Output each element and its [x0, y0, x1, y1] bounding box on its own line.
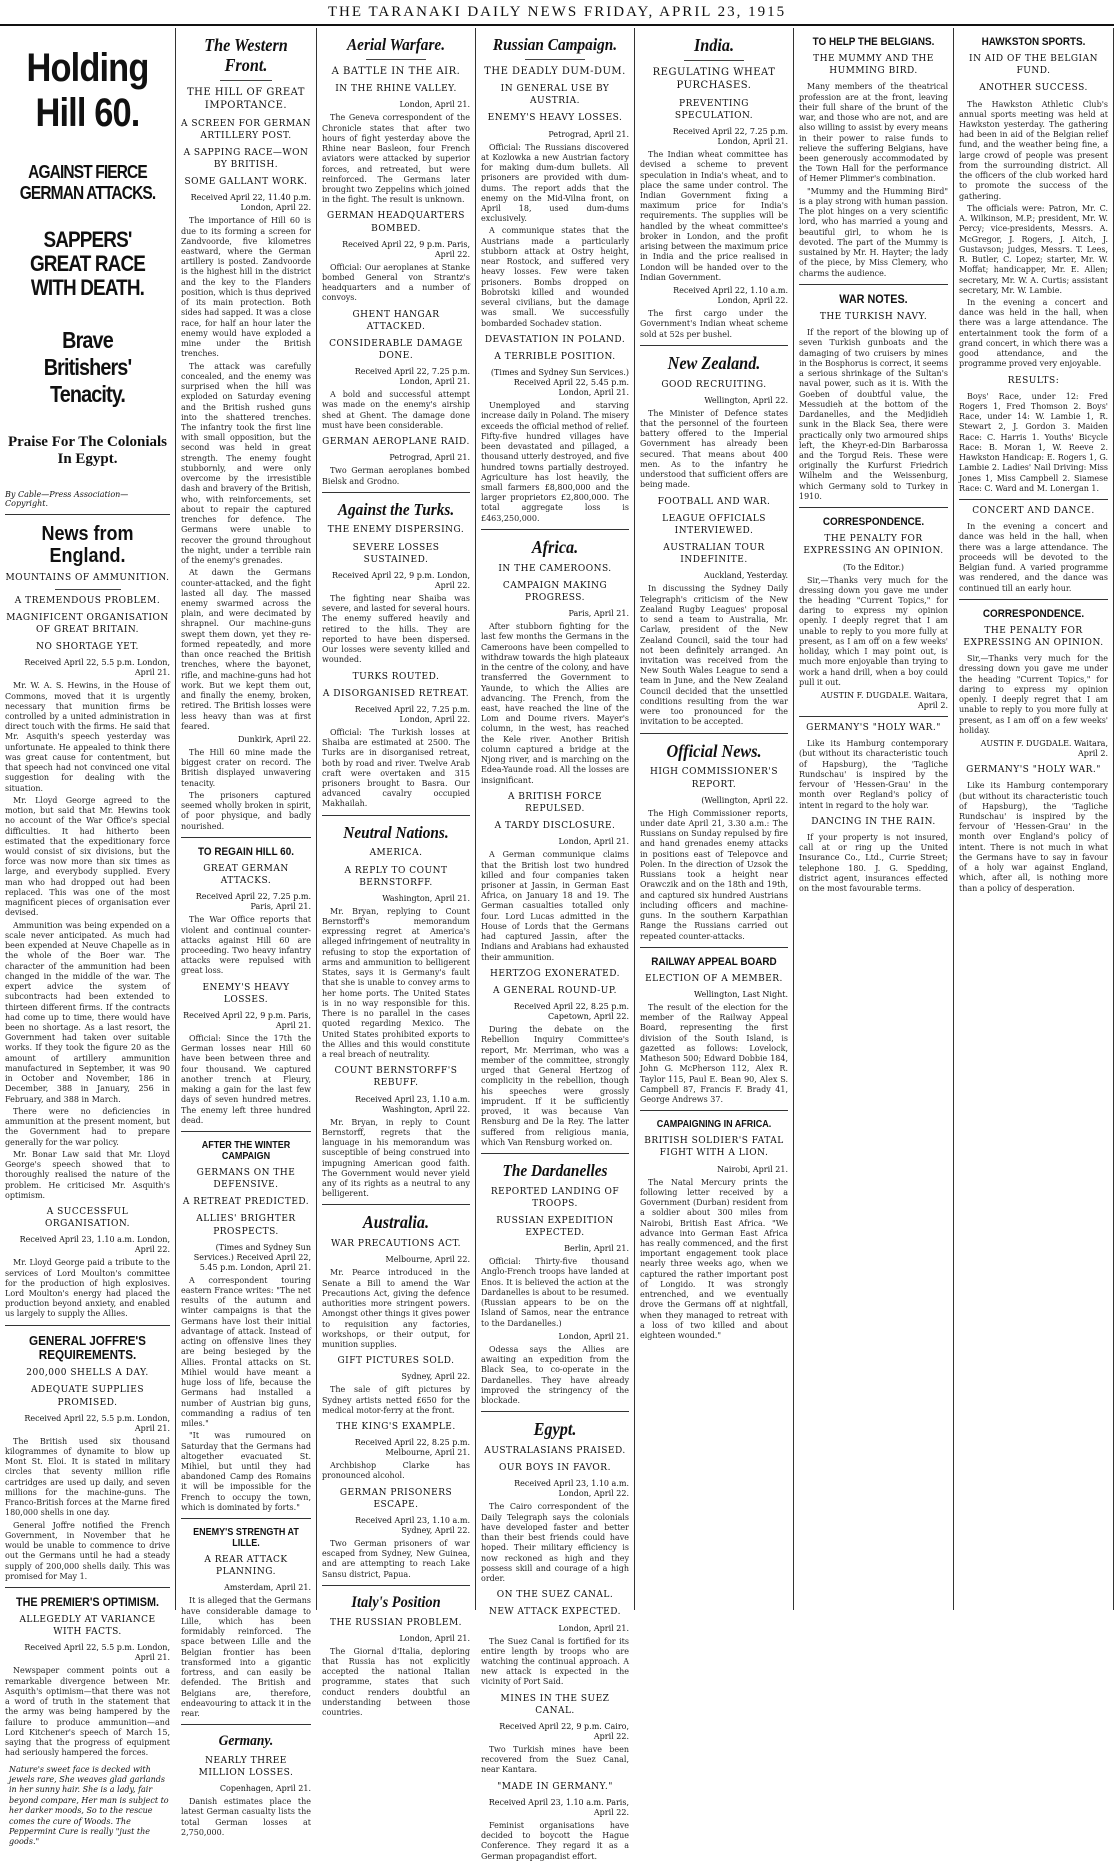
article-paragraph: The Cairo correspondent of the Daily Telegraph says the colonials have developed faster and better than their best friends could have hoped. Their military efficiency is now reckoned as high and they possess skill and courage of a high order.	[481, 1502, 629, 1583]
section-africa: Africa.	[531, 536, 579, 557]
article-paragraph: If the report of the blowing up of seven Turkish gunboats and the damaging of two cruisers by mines in the Bosphorus is correct, it seems a serious shrinkage of the Sultan's naval power, such as it is. With the Goeben of doubtful value, the Messudieh at the bottom of the Dardanelles, and the Medjidieh sunk in the Black Sea, there were practically only two armoured ships left, the Kheyr-ed-Din Barbarossa and the Torgud Reis. These were originally the Kurfurst Friedrich Wilhelm and the Weissenburg, which Germany sold to Turkey in 1910.	[799, 328, 948, 501]
article-paragraph: In the evening a concert and dance was held in the hall, when there was a large attendance. The proceeds will be devoted to the Belgian fund. A varied programme was rendered, and the dance was continued till an early hour.	[959, 522, 1108, 593]
subhead: GERMANY'S "HOLY WAR."	[966, 765, 1101, 776]
divider	[322, 815, 470, 816]
subhead: THE PENALTY FOR EXPRESSING AN OPINION.	[963, 625, 1104, 649]
dateline: Sydney, April 22.	[401, 1372, 470, 1382]
subhead: THE ENEMY DISPERSING.	[327, 525, 465, 536]
article-paragraph: Mr. Lloyd George paid a tribute to the services of Lord Moulton's committee for the production of high explosives. Lord Moulton's energy had placed the production beyond anxiety, and enabled us largely to supply the Allies.	[5, 1258, 170, 1319]
article-paragraph: At dawn the Germans counter-attacked, and the fight lasted all day. The massed enemy swarmed across the plain, and were decimated by shrapnel. Our machine-guns swept them down, yet they re-formed repeatedly, and more than once reached the British trenches, where the bayonet, rifle, and machine-guns had hot work. But we kept them out, and finally the enemy, broken, retired. The British losses were less heavy than was at first feared.	[181, 568, 311, 731]
subhead: GERMAN PRISONERS ESCAPE.	[339, 1487, 453, 1510]
divider	[322, 1204, 470, 1205]
article-paragraph: The Geneva correspondent of the Chronicle states that after two hours of fight yesterday above the Rhine near Basleon, four French aviators were attacked by superior forces, and retreated, but were reinforced. The Germans later brought two Zeppelins which joined in the fight. The result is unknown.	[322, 113, 470, 205]
article-paragraph: Official: Our aeroplanes at Stanke bombed General von Strantz's headquarters and a number of convoys.	[322, 262, 470, 303]
subhead: GOOD RECRUITING.	[661, 379, 767, 390]
signature: AUSTIN F. DUGDALE. Waitara, April 2.	[980, 739, 1108, 759]
dateline: Received April 22, 11.40 p.m. London, April 22.	[190, 193, 311, 213]
article-paragraph: Mr. Pearce introduced in the Senate a Bill to amend the War Precautions Act, giving the defence authorities more stringent powers. Amongst other things it gives power to requisition any factories, workshops, or their output, for munition supplies.	[322, 1268, 470, 1350]
subhead: IN THE RHINE VALLEY.	[335, 84, 457, 95]
subhead: THE MUMMY AND THE HUMMING BIRD.	[813, 54, 934, 77]
article-paragraph: Danish estimates place the latest German casualty lists the total German losses at 2,750,000.	[181, 1797, 311, 1837]
subhead: ENEMY'S HEAVY LOSSES.	[202, 982, 290, 1005]
divider	[799, 507, 948, 508]
subhead: A RETREAT PREDICTED.	[182, 1197, 310, 1208]
section-campaigning-africa: CAMPAIGNING IN AFRICA.	[656, 1119, 772, 1131]
section-news-from-england: News from England.	[41, 522, 134, 567]
subhead: ALLIES' BRIGHTER PROSPECTS.	[196, 1214, 296, 1237]
dateline: London, April 21.	[399, 1633, 470, 1643]
article-paragraph: A communique states that the Austrians made a particularly stubborn attack at Ostry height, near Rostock, and suffered very heavy losses. Few were taken prisoners. Bombs dropped on Bobrotski killed and wounded several civilians, but the damage was small. We successfully bombarded Sochadev station.	[481, 226, 629, 328]
advert-poem: Nature's sweet face is decked with jewels rare, She weaves glad garlands in her sunny hair. She is a lady, fair beyond compare, Her man is subject to her darker moods, So to the rescue comes the cure of Woods. The Peppermint Cure is really "just the goods."	[9, 1764, 169, 1847]
subhead: DANCING IN THE RAIN.	[811, 816, 936, 827]
dateline: Melbourne, April 22.	[385, 1255, 470, 1265]
article-paragraph: Unemployed and starving increase daily in Poland. The misery exceeds the official method of relief. Fifty-five hundred villages have been devastated and pillaged, a thousand utterly destroyed, and five hundred towns partially destroyed. Agriculture has lost heavily, the small farmers £8,800,000 and the larger proprietors £2,800,000. The total aggregate loss is £463,250,000.	[481, 401, 629, 523]
dateline: London, April 21.	[558, 1623, 629, 1633]
to-the-editor: (To the Editor.)	[843, 562, 904, 572]
subhead: A BATTLE IN THE AIR.	[331, 65, 461, 77]
article-paragraph: Like its Hamburg contemporary (but without its characteristic touch of Hapsburg), the 'Tagliche Rundschau' is inspired by the fervour of 'Hessen-Grau' in the month over Regland's policy of intent in regard to the holy war.	[799, 739, 948, 810]
section-help-belgians: TO HELP THE BELGIANS.	[812, 36, 935, 48]
dateline: Received April 22, 9 p.m. Cairo, April 22.	[499, 1721, 629, 1741]
article-paragraph: Sir,—Thanks very much for the dressing down you gave me under the heading "Current Topics," for daring to express my opinion openly. I deeply regret that I am unable to reply to you more fully at present, as I am off on a few weeks' holiday, which I may point out, is much more enjoyable than trying to work a hand drill, when a boy could pull it out.	[799, 575, 948, 687]
subhead: THE RUSSIAN PROBLEM.	[329, 1617, 463, 1628]
divider	[55, 589, 121, 590]
subhead: GIFT PICTURES SOLD.	[337, 1356, 455, 1367]
section-western-front: The Western Front.	[204, 35, 288, 75]
subhead: OUR BOYS IN FAVOR.	[499, 1463, 611, 1474]
subhead: SOME GALLANT WORK.	[184, 177, 308, 188]
dateline: Nairobi, April 21.	[717, 1164, 788, 1174]
section-russian-campaign: Russian Campaign.	[492, 35, 618, 54]
column-7	[954, 28, 1114, 1610]
article-paragraph: The Giornal d'Italia, deploring that Russia has not explicitly accepted the national Italian programme, states that such conduct renders doubtful an understanding between those countries.	[322, 1646, 470, 1718]
article-paragraph: The High Commissioner reports, under date April 21, 3.30 a.m.: The Russians on Sunday repulsed by fire and hand grenades enemy attacks in positions east of Telepovce and Polen. In the direction of Uzsok the Russians took a height near Orawczik and on the 18th and 19th, and captured six hundred Austrians including officers and machine-guns. In the southern Karpathian Range the Russians carried out repeated counter-attacks.	[640, 808, 788, 941]
subhead: A TREMENDOUS PROBLEM.	[14, 595, 161, 606]
article-paragraph: A German communique claims that the British lost two hundred killed and four companies taken prisoner at Jassin, in German East Africa, on January 18 and 19. The German casualties totalled only four. Lord Lucas admitted in the House of Lords that the Germans had captured Jassin, after the Indians and Arabians had exhausted their ammunition.	[481, 850, 629, 962]
headline-sappers-race: SAPPERS' GREAT RACE WITH DEATH.	[29, 227, 146, 301]
article-paragraph: Mr. Bonar Law said that Mr. Lloyd George's speech showed that to thoroughly realised the nature of the problem. He criticised Mr. Asquith's optimism.	[5, 1149, 170, 1200]
article-paragraph: Official: The Russians discovered at Kozlowka a new Austrian factory for making dum-dum bullets. All prisoners are provided with dum-dums. The report adds that the enemy on the Mid-Vilna front, on April 18, used dum-dums exclusively.	[481, 142, 629, 224]
subhead: RESULTS:	[1007, 375, 1060, 386]
dateline: Received April 22, 1.10 a.m. London, April 22.	[673, 286, 788, 306]
article-paragraph: Feminist organisations have decided to boycott the Hague Conference. They regard it as a German propagandist effort.	[481, 1820, 629, 1861]
subhead: TURKS ROUTED.	[352, 671, 440, 682]
subhead: ALLEGEDLY AT VARIANCE WITH FACTS.	[19, 1615, 156, 1638]
article-paragraph: The War Office reports that violent and continual counter-attacks against Hill 60 are proceeding. Two heavy infantry attacks were repulsed with great loss.	[181, 915, 311, 976]
divider	[5, 514, 170, 515]
article-paragraph: The importance of Hill 60 is due to its forming a screen for Zandvoorde, five kilometres eastward, where the German artillery is posted. Zandvoorde is the highest hill in the district and the key to the Flanders position, which is thus deprived of its main protection. Both sides had sapped. It was a close race, for half an hour later the enemy would have exploded a mine under the British trenches.	[181, 216, 312, 359]
subhead: GERMAN HEADQUARTERS BOMBED.	[327, 211, 465, 234]
subhead: A BRITISH FORCE REPULSED.	[507, 791, 603, 815]
dateline: Paris, April 21.	[568, 609, 629, 619]
article-paragraph: Official: Since the 17th the German losses near Hill 60 have been between three and four thousand. We captured another trench at Fleury, making a gain for the last few days of seven hundred metres. The enemy left three hundred dead.	[181, 1033, 311, 1125]
subhead: RUSSIAN EXPEDITION EXPECTED.	[496, 1215, 614, 1239]
subhead: AUSTRALASIANS PRAISED.	[484, 1446, 626, 1457]
divider	[684, 60, 743, 61]
article-paragraph: Official: The Turkish losses at Shaiba are estimated at 2500. The Turks are in disorganised retreat, both by road and river. Twelve Arab craft were overtaken and 315 prisoners brought to Basra. Our advanced cavalry occupied Makhailah.	[322, 727, 470, 809]
divider	[366, 59, 425, 60]
divider	[525, 59, 584, 60]
subhead: PREVENTING SPECULATION.	[674, 98, 754, 121]
article-paragraph: The Minister of Defence states that the personnel of the fourteen battery offered to the Imperial Government has already been secured. That means about 400 men. As to the infantry he understood that sufficient offers are being made.	[640, 408, 788, 490]
subhead: AUSTRALIAN TOUR INDEFINITE.	[663, 543, 765, 566]
column-3	[317, 28, 476, 1718]
subhead: GHENT HANGAR ATTACKED.	[352, 309, 440, 332]
article-paragraph: Official: Thirty-five thousand Anglo-French troops have landed at Enos. It is believed the action at the Dardanelles is about to be resumed. (Russian appears to be on the Island of Samos, near the entrance to the Dardanelles.)	[481, 1257, 629, 1328]
dateline: Dunkirk, April 22.	[238, 735, 311, 745]
article-paragraph: The result of the election for the member of the Railway Appeal Board, representing the first division of the South Island, is gazetted as follows: Lovelock, Matheson 500; Edward Dobbie 184, John G. McPherson 112, Alex R. Taylor 115, Paul E. Bean 90, Alex S. Campbell 87, Francis F. Brady 41, George Andrews 37.	[640, 1002, 788, 1105]
article-paragraph: The officials were: Patron, Mr. C. A. Wilkinson, M.P.; president, Mr. W. Percy; vice-presidents, Messrs. A. McGregor, J. Rogers, J. Aitch, J. Gustavson; judges, Messrs. T. Lees, R. Butler, C. Lopez; starter, Mr. W. Moffat; handicapper, Mr. E. Allen; secretary, Mr. W. A. Curtis; assistant secretary, Mr. W. Lambie.	[959, 203, 1108, 295]
headline-praise-colonials: Praise For The Colonials In Egypt.	[7, 433, 168, 467]
article-paragraph: Many members of the theatrical profession are at the front, leaving their full share of the brunt of the war, and those who are not, and are also willing to assist by every means in their power to raise funds to relieve the suffering Belgians, have been generously accommodated by the Town Hall for the performance of Hemer Plimmer's combination.	[799, 82, 948, 184]
dateline: Received April 22, 5.5 p.m. London, April 21.	[24, 1413, 170, 1433]
divider	[481, 1153, 629, 1154]
subhead: A DISORGANISED RETREAT.	[322, 688, 470, 699]
dateline: Received April 22, 5.5 p.m. London, April 21.	[24, 1643, 170, 1663]
dateline: (Times and Sydney Sun Services.) Received April 22, 5.45 p.m. London, April 21.	[193, 1242, 311, 1272]
subhead: A SCREEN FOR GERMAN ARTILLERY POST.	[181, 118, 311, 141]
subhead: AMERICA.	[369, 848, 423, 859]
headline-holding-hill-60: Holding Hill 60.	[26, 46, 149, 135]
headline-brave-britishers: Brave Britishers' Tenacity.	[43, 326, 132, 407]
divider	[481, 529, 629, 530]
column-2	[176, 28, 317, 1837]
dateline: London, April 21.	[558, 837, 629, 847]
article-paragraph: Sir,—Thanks very much for the dressing down you gave me under the heading "Current Topics," for daring to express my opinion openly. I deeply regret that I am unable to reply to you more fully at present, as I am off on a few weeks' holiday.	[959, 654, 1108, 735]
dateline: Received April 23, 1.10 a.m. Washington, April 22.	[355, 1094, 470, 1114]
column-6	[794, 28, 954, 1610]
section-hawkston-sports: HAWKSTON SPORTS.	[981, 36, 1086, 48]
masthead: THE TARANAKI DAILY NEWS FRIDAY, APRIL 23, 1915	[0, 0, 1114, 26]
divider	[640, 1110, 788, 1111]
subhead: WAR PRECAUTIONS ACT.	[330, 1239, 462, 1250]
dateline: Received April 22, 5.5 p.m. London, April 21.	[24, 658, 170, 678]
byline: By Cable—Press Association—Copyright.	[5, 489, 129, 508]
dateline: Wellington, April 22.	[704, 395, 788, 405]
dateline: London, April 21.	[399, 100, 470, 110]
divider	[181, 1724, 311, 1725]
dateline: Berlin, April 21.	[564, 1244, 629, 1254]
article-paragraph: "It was rumoured on Saturday that the Germans had altogether evacuated St. Mihiel, but until they had abandoned Camp des Romains it will be impossible for the French to occupy the town, which is dominated by forts."	[181, 1431, 311, 1512]
subhead: MINES IN THE SUEZ CANAL.	[500, 1693, 610, 1716]
article-paragraph: Mr. Lloyd George agreed to the motion, but said that Mr. Hewins took no account of the War Office's special difficulties. It had hitherto been estimated that the expeditionary force would consist of six divisions, but the force was now more than six times as large, and everybody supplied. Every man who had dropped out had been replaced. This was one of the most magnificent pieces of organisation ever devised.	[5, 795, 170, 918]
subhead: MOUNTAINS OF AMMUNITION.	[5, 572, 170, 583]
column-4	[476, 28, 635, 1861]
article-paragraph: The Hill 60 mine made the biggest crater on record. The British displayed unwavering tenacity.	[181, 748, 311, 788]
dateline: Received April 22, 7.25 p.m. London, April 21.	[354, 367, 470, 387]
dateline: Received April 22, 9 p.m. London, April 22.	[332, 570, 470, 590]
dateline: Auckland, Yesterday.	[703, 571, 788, 581]
dateline: Received April 22, 8.25 p.m. Capetown, April 22.	[513, 1002, 629, 1022]
dateline: Amsterdam, April 21.	[224, 1583, 311, 1593]
article-paragraph: Two German aeroplanes bombed Bielsk and Grodno.	[322, 466, 470, 486]
subhead: NEARLY THREE MILLION LOSSES.	[198, 1755, 294, 1778]
section-correspondence: CORRESPONDENCE.	[822, 516, 925, 529]
subhead: MAGNIFICENT ORGANISATION OF GREAT BRITAIN.	[6, 612, 169, 635]
subhead: IN THE CAMEROONS.	[498, 563, 612, 574]
subhead: LEAGUE OFFICIALS INTERVIEWED.	[662, 513, 766, 536]
divider	[5, 1587, 170, 1588]
subhead: A SAPPING RACE—WON BY BRITISH.	[183, 147, 309, 171]
divider	[5, 1325, 170, 1326]
article-paragraph: A bold and successful attempt was made on the enemy's airship shed at Ghent. The damage done must have been considerable.	[322, 390, 470, 430]
subhead: THE DEADLY DUM-DUM.	[484, 65, 626, 77]
dateline: (Wellington, April 22.	[701, 795, 788, 805]
article-paragraph: Like its Hamburg contemporary (but without its characteristic touch of Hapsburg), the 'Tagliche Rundschau' is inspired by the fervour of 'Hessen-Grau' in the month over England's policy of intent. There is not much in what the Germans have to say in favour of a holy war against England, which, after all, is nothing more than a policy of desperation.	[959, 781, 1108, 893]
section-premier-optimism: THE PREMIER'S OPTIMISM.	[16, 1594, 159, 1609]
dateline: Petrograd, April 21.	[548, 129, 629, 139]
article-paragraph: The first cargo under the Government's Indian wheat scheme sold at 52s per bushel.	[640, 309, 788, 339]
article-paragraph: General Joffre notified the French Government, in November that he would be unable to commence to drive out the Germans until he had a steady supply of 200,000 shells daily. This was promised for May 1.	[5, 1520, 170, 1581]
subhead: CONSIDERABLE DAMAGE DONE.	[329, 338, 463, 362]
article-paragraph: If your property is not insured, call at or ring up the United Insurance Co., Ltd., Currie Street; telephone 180. J. G. Spedding, district agent, insurances effected on the most favourable terms.	[799, 833, 948, 894]
article-paragraph: Two German prisoners of war escaped from Sydney, New Guinea, and are attempting to reach Lake Sansu district, Papua.	[322, 1539, 470, 1579]
divider	[640, 733, 788, 734]
signature: AUSTIN F. DUGDALE. Waitara, April 2.	[820, 691, 948, 711]
subhead: A TERRIBLE POSITION.	[494, 351, 616, 362]
article-paragraph: It is alleged that the Germans have considerable damage to Lille, which has been formidably reinforced. The space between Lille and the Belgian frontier has been transformed into a gigantic fortress, and can easily be defended. The British and Belgians are, therefore, endeavouring to attack it in the rear.	[181, 1596, 311, 1719]
section-egypt: Egypt.	[533, 1419, 577, 1440]
subhead: A REAR ATTACK PLANNING.	[204, 1555, 288, 1578]
article-paragraph: The fighting near Shaiba was severe, and lasted for several hours. The enemy suffered heavily and retired to the hills. They are reported to have been dispersed. Our losses were seventy killed and wounded.	[322, 593, 470, 665]
dateline: Received April 23, 1.10 a.m. London, April 22.	[514, 1479, 629, 1499]
article-paragraph: Two Turkish mines have been recovered from the Suez Canal, near Kantara.	[481, 1744, 629, 1775]
subhead: THE KING'S EXAMPLE.	[336, 1422, 456, 1433]
subhead: ANOTHER SUCCESS.	[979, 83, 1088, 94]
divider	[220, 80, 272, 81]
article-paragraph: The Hawkston Athletic Club's annual sports meeting was held at Hawkston yesterday. The gathering had been in aid of the Belgian relief fund, and the weather being fine, a large crowd of people was present from the surrounding district. All the officers of the club worked hard to promote the success of the gathering.	[959, 99, 1108, 201]
dateline: Received April 23, 1.10 a.m. Paris, April 22.	[488, 1797, 629, 1817]
subhead: ADEQUATE SUPPLIES PROMISED.	[30, 1385, 145, 1408]
article-paragraph: In discussing the Sydney Daily Telegraph's criticism of the New Zealand Rugby Leagues' proposal to send a team to Australia, Mr. Carlaw, president of the New Zealand Council, said the tour had not been definitely arranged. An invitation was received from the New South Wales League to send a team in June, and the New Zealand Council decided that the unsettled conditions resulting from the war were too pronounced for the invitation to be accepted.	[640, 584, 788, 727]
subhead: HIGH COMMISSIONER'S REPORT.	[649, 767, 779, 790]
article-paragraph: Ammunition was being expended on a scale never anticipated. As much had been expended at Neuve Chapelle as in the whole of the Boer war. The character of the ammunition had been changed in the middle of the war. The expert advice the system of subcontracts had been extended to thirteen different firms. If the contracts had come up to time, there would have been no shortage. As a last resort, the Government had taken over suitable works. If they took the figure 20 as the amount of artillery ammunition manufactured in September, it was 90 in October and November, 186 in December, 388 in January, 256 in February, and 388 in March.	[5, 920, 170, 1104]
section-correspondence: CORRESPONDENCE.	[982, 607, 1085, 620]
article-paragraph: Newspaper comment points out a remarkable divergence between Mr. Asquith's optimism—that there was not a word of truth in the statement that the army was being hampered by the failure to produce ammunition—and Lord Kitchener's speech of March 15, saying that the progress of equipment had seriously hampered the forces.	[5, 1666, 170, 1758]
section-joffre: GENERAL JOFFRE'S REQUIREMENTS.	[29, 1332, 146, 1362]
article-paragraph: The Suez Canal is fortified for its entire length by troops who are watching the continual approach. A new attack is expected in the vicinity of Port Said.	[481, 1636, 629, 1687]
article-paragraph: The attack was carefully concealed, and the enemy was surprised when the hill was exploded on Saturday evening and the British rushed guns into the shattered trenches. The infantry took the first line with small opposition, but the second was held in great strength. The enemy fought stubbornly, and were only overcome by the irresistible dash and bravery of the British, who, with reinforcements, set about to repair the captured trenches for defence. The Germans were unable to recover the ground throughout the night, under a terrible rain of the enemy's grenades.	[181, 361, 311, 566]
subhead: THE HILL OF GREAT IMPORTANCE.	[187, 86, 305, 112]
column-1	[0, 28, 176, 1847]
section-enemy-strength-lille: ENEMY'S STRENGTH AT LILLE.	[193, 1527, 299, 1550]
article-paragraph: The Natal Mercury prints the following letter received by a Government (Durban) resident from a soldier about 300 miles from Nairobi, British East Africa. "We advance into German East Africa has really commenced, and the first important engagement took place nearly three weeks ago, when we captured the rather important post of Longido. It was strongly entrenched, and we eventually drove the Germans off at nightfall, when they managed to retreat with a loss of two killed and about eighteen wounded."	[640, 1177, 788, 1341]
article-paragraph: Archbishop Clarke has pronounced alcohol.	[322, 1461, 470, 1481]
subhead: BRITISH SOLDIER'S FATAL FIGHT WITH A LION.	[644, 1136, 784, 1159]
article-paragraph: Odessa says the Allies are awaiting an expedition from the Black Sea, to co-operate in the Dardanelles. They have already improved the stringency of the blockade.	[481, 1344, 629, 1406]
dateline: Received April 22, 9 p.m. Paris, April 22.	[342, 239, 470, 259]
divider	[799, 284, 948, 285]
subhead: "MADE IN GERMANY."	[497, 1781, 613, 1792]
dateline: Wellington, Last Night.	[693, 989, 788, 999]
dateline: (Times and Sydney Sun Services.) Received April 22, 5.45 p.m. London, April 21.	[490, 368, 629, 398]
article-paragraph: Mr. Bryan, replying to Count Bernstorff's memorandum expressing regret at America's alleged infringement of neutrality in refusing to stop the exportation of arms and ammunition to belligerent States, says it is Germany's fault that she is unable to convey arms to her home ports. The United States is in no way responsible for this. There is no parallel in the cases quoted regarding Mexico. The United States prohibited exports to the Allies and this would constitute a real breach of neutrality.	[322, 906, 470, 1060]
dateline: Received April 23, 1.10 a.m. Sydney, April 22.	[355, 1516, 470, 1535]
section-after-winter: AFTER THE WINTER CAMPAIGN	[201, 1140, 291, 1163]
article-paragraph: After stubborn fighting for the last few months the Germans in the Cameroons have been compelled to withdraw towards the high plateaux in the centre of the colony, and have transferred the Government to Yaunde, to which the Allies are advancing. The French, from the east, have reached the line of the Lom and Doume rivers. Mayer's column, in the west, has reached the Kele river. Another British column captured a bridge at the Njong river, and is marching on the Edea-Yaunde road. All the losses are insignificant.	[481, 622, 629, 785]
subhead: GERMANS ON THE DEFENSIVE.	[196, 1168, 296, 1191]
section-aerial-warfare: Aerial Warfare.	[346, 35, 446, 54]
subhead: A SUCCESSFUL ORGANISATION.	[44, 1206, 131, 1230]
subhead: GERMANY'S "HOLY WAR."	[806, 723, 941, 734]
subhead: IN GENERAL USE BY AUSTRIA.	[500, 84, 610, 107]
article-paragraph: The sale of gift pictures by Sydney artists netted £650 for the medical motor-ferry at the front.	[322, 1385, 470, 1415]
dateline: Received April 22, 7.25 p.m. London, April 22.	[354, 704, 470, 724]
article-paragraph: The British used six thousand kilogrammes of dynamite to blow up Mont St. Eloi. It is stated in military circles that seventy million rifle cartridges are used up daily, and seven millions for the machine-guns. The Franco-British forces at the Marne fired 180,000 shells in one day.	[5, 1436, 170, 1518]
subhead: GERMAN AEROPLANE RAID.	[322, 437, 470, 448]
section-india: India.	[693, 35, 735, 55]
section-railway-appeal: RAILWAY APPEAL BOARD	[651, 955, 777, 968]
subhead: NEW ATTACK EXPECTED.	[488, 1607, 622, 1618]
subhead: 200,000 SHELLS A DAY.	[26, 1368, 149, 1379]
subhead: HERTZOG EXONERATED.	[490, 968, 620, 979]
article-paragraph: There were no deficiencies in ammunition at the present moment, but the Government had to prepare generally for the war policy.	[5, 1106, 170, 1147]
divider	[640, 345, 788, 346]
article-paragraph: In the evening a concert and dance was held in the hall, when there was a large attendance. The entertainment took the form of a grand concert, in which there was a good attendance, and the programme proved very enjoyable.	[959, 297, 1108, 369]
section-new-zealand: New Zealand.	[667, 352, 761, 373]
dateline: London, April 21.	[558, 1331, 629, 1341]
subhead: A GENERAL ROUND-UP.	[493, 986, 617, 997]
dateline: Received April 22, 7.25 p.m. Paris, April 21.	[195, 892, 311, 912]
subhead: COUNT BERNSTORFF'S REBUFF.	[334, 1066, 458, 1089]
subhead: NO SHORTAGE YET.	[36, 642, 139, 653]
subhead: THE PENALTY FOR EXPRESSING AN OPINION.	[803, 534, 944, 557]
divider	[181, 837, 311, 838]
subhead: A TARDY DISCLOSURE.	[494, 821, 616, 832]
article-paragraph: Mr. Bryan, in reply to Count Bernstorff, regrets that the language in his memorandum was susceptible of being construed into impugning American good faith. The Government would never yield any of its rights as a neutral to any belligerent.	[322, 1117, 470, 1199]
subhead: ON THE SUEZ CANAL.	[496, 1590, 614, 1601]
dateline: Received April 22, 9 p.m. Paris, April 21.	[183, 1010, 311, 1030]
section-australia: Australia.	[362, 1212, 430, 1233]
dateline: Received April 23, 1.10 a.m. London, April 22.	[19, 1235, 170, 1255]
divider	[640, 947, 788, 948]
dateline: Received April 22, 8.25 p.m. Melbourne, April 21.	[354, 1438, 470, 1458]
dateline: Washington, April 21.	[382, 893, 470, 903]
article-paragraph: The prisoners captured seemed wholly broken in spirit, of poor physique, and badly nourished.	[181, 790, 311, 831]
subhead: THE TURKISH NAVY.	[819, 312, 928, 323]
section-regain-hill-60: TO REGAIN HILL 60.	[198, 845, 294, 858]
subhead: SEVERE LOSSES SUSTAINED.	[352, 542, 440, 565]
divider	[799, 716, 948, 717]
section-neutral-nations: Neutral Nations.	[343, 822, 449, 842]
divider	[481, 1411, 629, 1412]
divider	[959, 599, 1108, 600]
subhead: CAMPAIGN MAKING PROGRESS.	[502, 580, 608, 603]
subhead: CONCERT AND DANCE.	[972, 506, 1095, 517]
divider	[181, 1518, 311, 1519]
dateline: Copenhagen, April 21.	[219, 1784, 311, 1794]
article-paragraph: A correspondent touring eastern France writes: "The net results of the autumn and winter campaigns is that the Germans have lost their initial advantage of attack. Instead of acting on offensive lines they are being besieged by the Allies. Frontal attacks on St. Mihiel would have meant a huge loss of life, because the Germans had installed a number of Austrian big guns, commanding a radius of ten miles."	[181, 1275, 311, 1429]
section-germany: Germany.	[218, 1733, 274, 1750]
article-paragraph: During the debate on the Rebellion Inquiry Committee's report, Mr. Merriman, who was a member of the committee, strongly urged that General Hertzog of complicity in the rebellion, though his speeches were grossly imprudent. If it be sufficiently proved, it was because Van Rensburg and De la Rey. The latter suffered from religious mania, which Van Rensburg worked on.	[481, 1025, 629, 1147]
subhead: FOOTBALL AND WAR.	[657, 496, 771, 507]
article-paragraph: Boys' Race, under 12: Fred Rogers 1, Fred Thomson 2. Boys' Race, under 14: W. Lambie 1, R. Stewart 2, J. Gordon 3. Maiden Race: C. Harris 1. Youths' Bicycle Race: B. Moran 1, W. Reeve 2. Hawkston Handicap: E. Rogers 1, G. Lambie 2. Ladies' Nail Driving: Miss Jones 1, Miss Campbell 2. Siamese Race: C. Ward and M. Lonergan 1.	[959, 391, 1108, 493]
subhead: GREAT GERMAN ATTACKS.	[203, 863, 289, 887]
dateline: Received April 22, 7.25 p.m. London, April 21.	[672, 127, 788, 147]
divider	[322, 1585, 470, 1586]
section-italy: Italy's Position	[351, 1593, 441, 1611]
section-war-notes: WAR NOTES.	[839, 291, 908, 306]
section-official-news: Official News.	[666, 740, 762, 761]
subhead: DEVASTATION IN POLAND.	[484, 334, 626, 345]
article-paragraph: "Mummy and the Humming Bird" is a play strong with human passion. The plot hinges on a very scientific lord, who has married a young and beautiful girl, to whom he is devoted. The part of the Mummy is sustained by Mr. H. Hayter; the lady of the piece, by Miss Clemery, who charms the audience.	[799, 186, 948, 278]
subhead: A REPLY TO COUNT BERNSTORFF.	[344, 865, 448, 888]
dateline: Petrograd, April 21.	[389, 453, 470, 463]
subhead: ELECTION OF A MEMBER.	[645, 973, 783, 984]
divider	[959, 499, 1108, 500]
subhead: REPORTED LANDING OF TROOPS.	[490, 1186, 620, 1209]
section-dardanelles: The Dardanelles	[502, 1160, 608, 1180]
subhead: REGULATING WHEAT PURCHASES.	[652, 66, 776, 92]
article-paragraph: Mr. W. A. S. Hewins, in the House of Commons, moved that it is urgently necessary that munition firms be controlled by a united administration in direct touch with the firms. He said that Mr. Asquith's speech yesterday was unfortunate. He appealed to think there was great cause for contentment, but that speech had not convinced one vital suggestion for dealing with the situation.	[5, 681, 170, 793]
column-5	[635, 28, 794, 1610]
subhead: ENEMY'S HEAVY LOSSES.	[487, 113, 623, 124]
divider	[322, 492, 470, 493]
divider	[181, 1131, 311, 1132]
article-paragraph: The Indian wheat committee has devised a scheme to prevent speculation in India's wheat, and to place the same under control. The Indian Government fixing a maximum price for India's requirements. The supplies will be handled by the wheat committee's broker in London, and the profit arising between the maximum price in India and the price realised in London will be handed over to the Indian Government.	[640, 150, 788, 282]
subhead: IN AID OF THE BELGIAN FUND.	[969, 54, 1098, 77]
section-against-turks: Against the Turks.	[337, 499, 455, 519]
headline-against-attacks: AGAINST FIERCE GERMAN ATTACKS.	[19, 162, 156, 203]
